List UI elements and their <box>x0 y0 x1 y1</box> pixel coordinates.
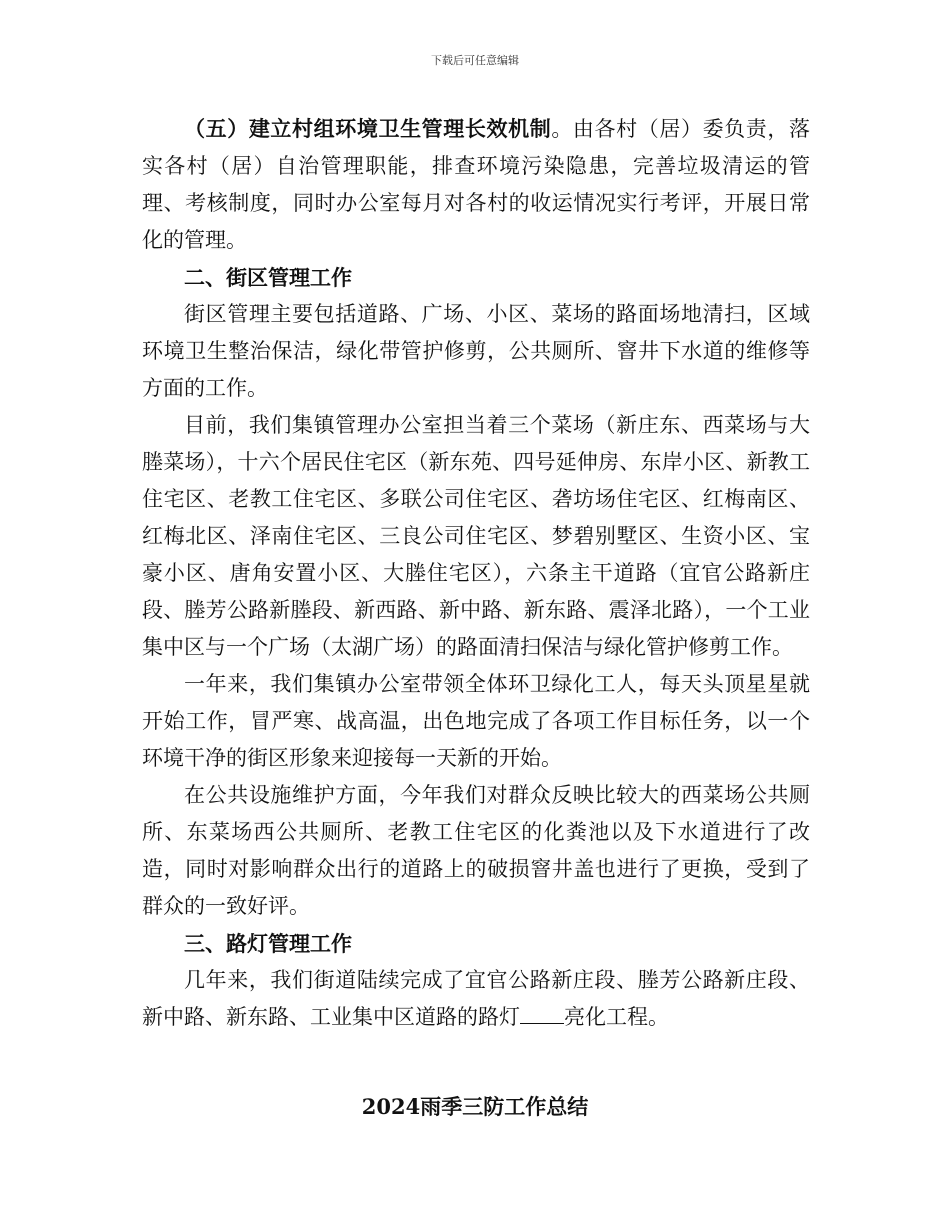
heading-street-management: 二、街区管理工作 <box>184 265 352 290</box>
page-header-note: 下载后可任意编辑 <box>431 54 519 67</box>
document-title: 2024雨季三防工作总结 <box>361 1094 589 1119</box>
section-5-lead: （五）建立村组环境卫生管理长效机制 <box>184 116 552 141</box>
paragraph-facility-maintenance: 在公共设施维护方面，今年我们对群众反映比较大的西菜场公共厕所、东菜场西公共厕所、老教工住宅区的化粪池以及下水道进行了改造，同时对影响群众出行的道路上的破损窨井盖也进行了更换，受到了群众的一致好评。 <box>142 783 810 918</box>
document-body <box>142 110 810 1036</box>
heading-streetlight-management: 三、路灯管理工作 <box>184 931 352 956</box>
streetlight-text-before: 几年来，我们街道陆续完成了宜官公路新庄段、塍芳公路新庄段、新中路、新东路、工业集中区道路的路灯 <box>142 968 810 1029</box>
section-5-body: 。由各村（居）委负责，落实各村（居）自治管理职能，排查环境污染隐患，完善垃圾清运的管理、考核制度，同时办公室每月对各村的收运情况实行考评，开展日常化的管理。 <box>142 117 811 252</box>
streetlight-text-after: 亮化工程。 <box>564 1005 669 1029</box>
paragraph-streetlight-work <box>142 962 810 1036</box>
paragraph-yearly-work: 一年来，我们集镇办公室带领全体环卫绿化工人，每天头顶星星就开始工作，冒严寒、战高温，出色地完成了各项工作目标任务，以一个环境干净的街区形象来迎接每一天新的开始。 <box>142 672 810 770</box>
paragraph-current-duties: 目前，我们集镇管理办公室担当着三个菜场（新庄东、西菜场与大塍菜场），十六个居民住宅区（新东苑、四号延伸房、东岸小区、新教工住宅区、老教工住宅区、多联公司住宅区、砻坊场住宅区、红梅南区、红梅北区、泽南住宅区、三良公司住宅区、梦碧别墅区、生资小区、宝豪小区、唐角安置小区、大塍住宅区），六条主干道路（宜官公路新庄段、塍芳公路新塍段、新西路、新中路、新东路、震泽北路），一个工业集中区与一个广场（太湖广场）的路面清扫保洁与绿化管护修剪工作。 <box>142 413 810 659</box>
blank-underline <box>520 1022 564 1024</box>
paragraph-section-5 <box>142 110 810 259</box>
paragraph-street-scope: 街区管理主要包括道路、广场、小区、菜场的路面场地清扫，区域环境卫生整治保洁，绿化带管护修剪，公共厕所、窨井下水道的维修等方面的工作。 <box>142 302 810 400</box>
